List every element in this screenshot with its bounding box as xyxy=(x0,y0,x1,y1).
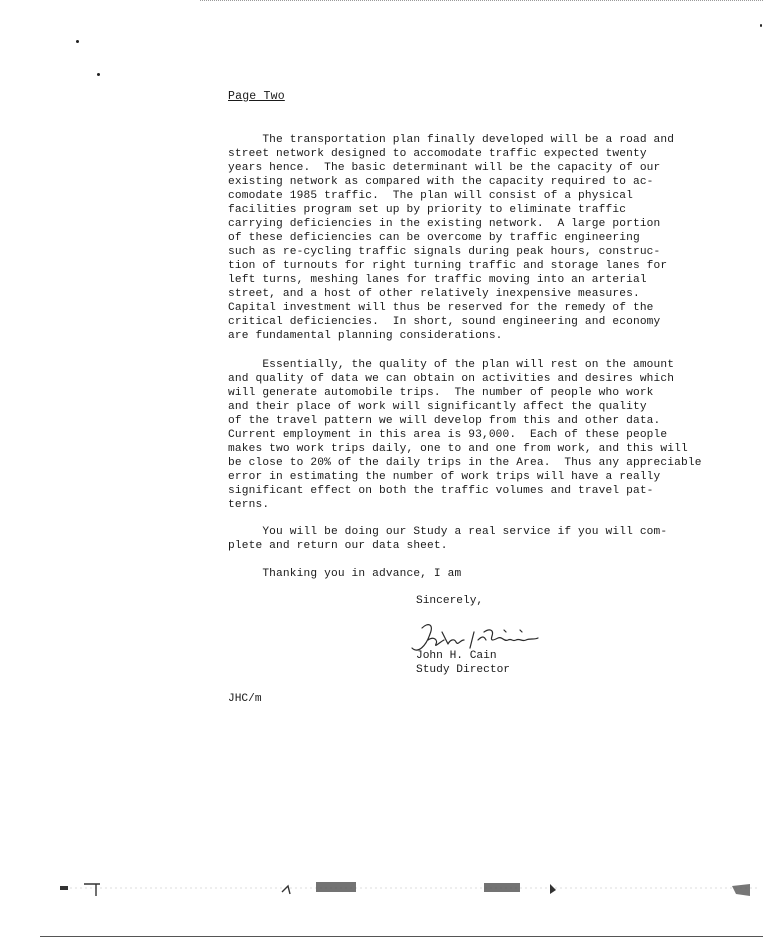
closing-salutation: Sincerely, xyxy=(416,595,484,607)
signer-title: Study Director xyxy=(416,664,510,676)
scan-speck xyxy=(97,73,100,76)
body-paragraph-3: You will be doing our Study a real service if you will com- plete and return our data sheet. xyxy=(228,526,668,552)
reference-initials: JHC/m xyxy=(228,693,262,705)
page-heading: Page Two xyxy=(228,90,285,103)
scan-edge-dots xyxy=(200,0,763,3)
thanks-line: Thanking you in advance, I am xyxy=(228,568,462,580)
scan-bottom-edge xyxy=(40,936,763,937)
scan-speck xyxy=(76,40,79,43)
body-paragraph-2: Essentially, the quality of the plan will rest on the amount and quality of data we can obtain on activities and desires which will generate automobile trips. The number of people who work and their place of work will significantly affect the quality of the travel pattern we will develop from this and other data. Current employment in this area is 93,000. Each of these people makes two work trips daily, one to and one from work, and this will be close to 20% of the daily trips in the Area. Thus any appreciable error in estimating the number of work trips will have a really significant effect on both the traffic volumes and travel pat- terns. xyxy=(228,359,702,511)
body-paragraph-1: The transportation plan finally developed will be a road and street network designed to accomodate traffic expected twenty years hence. The basic determinant will be the capacity of our existing network as compared with the capacity required to ac- comodate 1985 traffic. The plan will consist of a physical facilities program set up by priority to eliminate traffic carrying deficiencies in the existing network. A large portion of these deficiencies can be overcome by traffic engineering such as re-cycling traffic signals during peak hours, construc- tion of turnouts for right turning traffic and storage lanes for left turns, meshing lanes for traffic moving into an arterial street, and a host of other relatively inexpensive measures. Capital investment will thus be reserved for the remedy of the critical deficiencies. In short, sound engineering and economy are fundamental planning considerations. xyxy=(228,134,675,342)
signer-name: John H. Cain xyxy=(416,650,497,662)
scan-speck xyxy=(760,24,762,27)
scan-bottom-artifacts xyxy=(60,880,760,900)
